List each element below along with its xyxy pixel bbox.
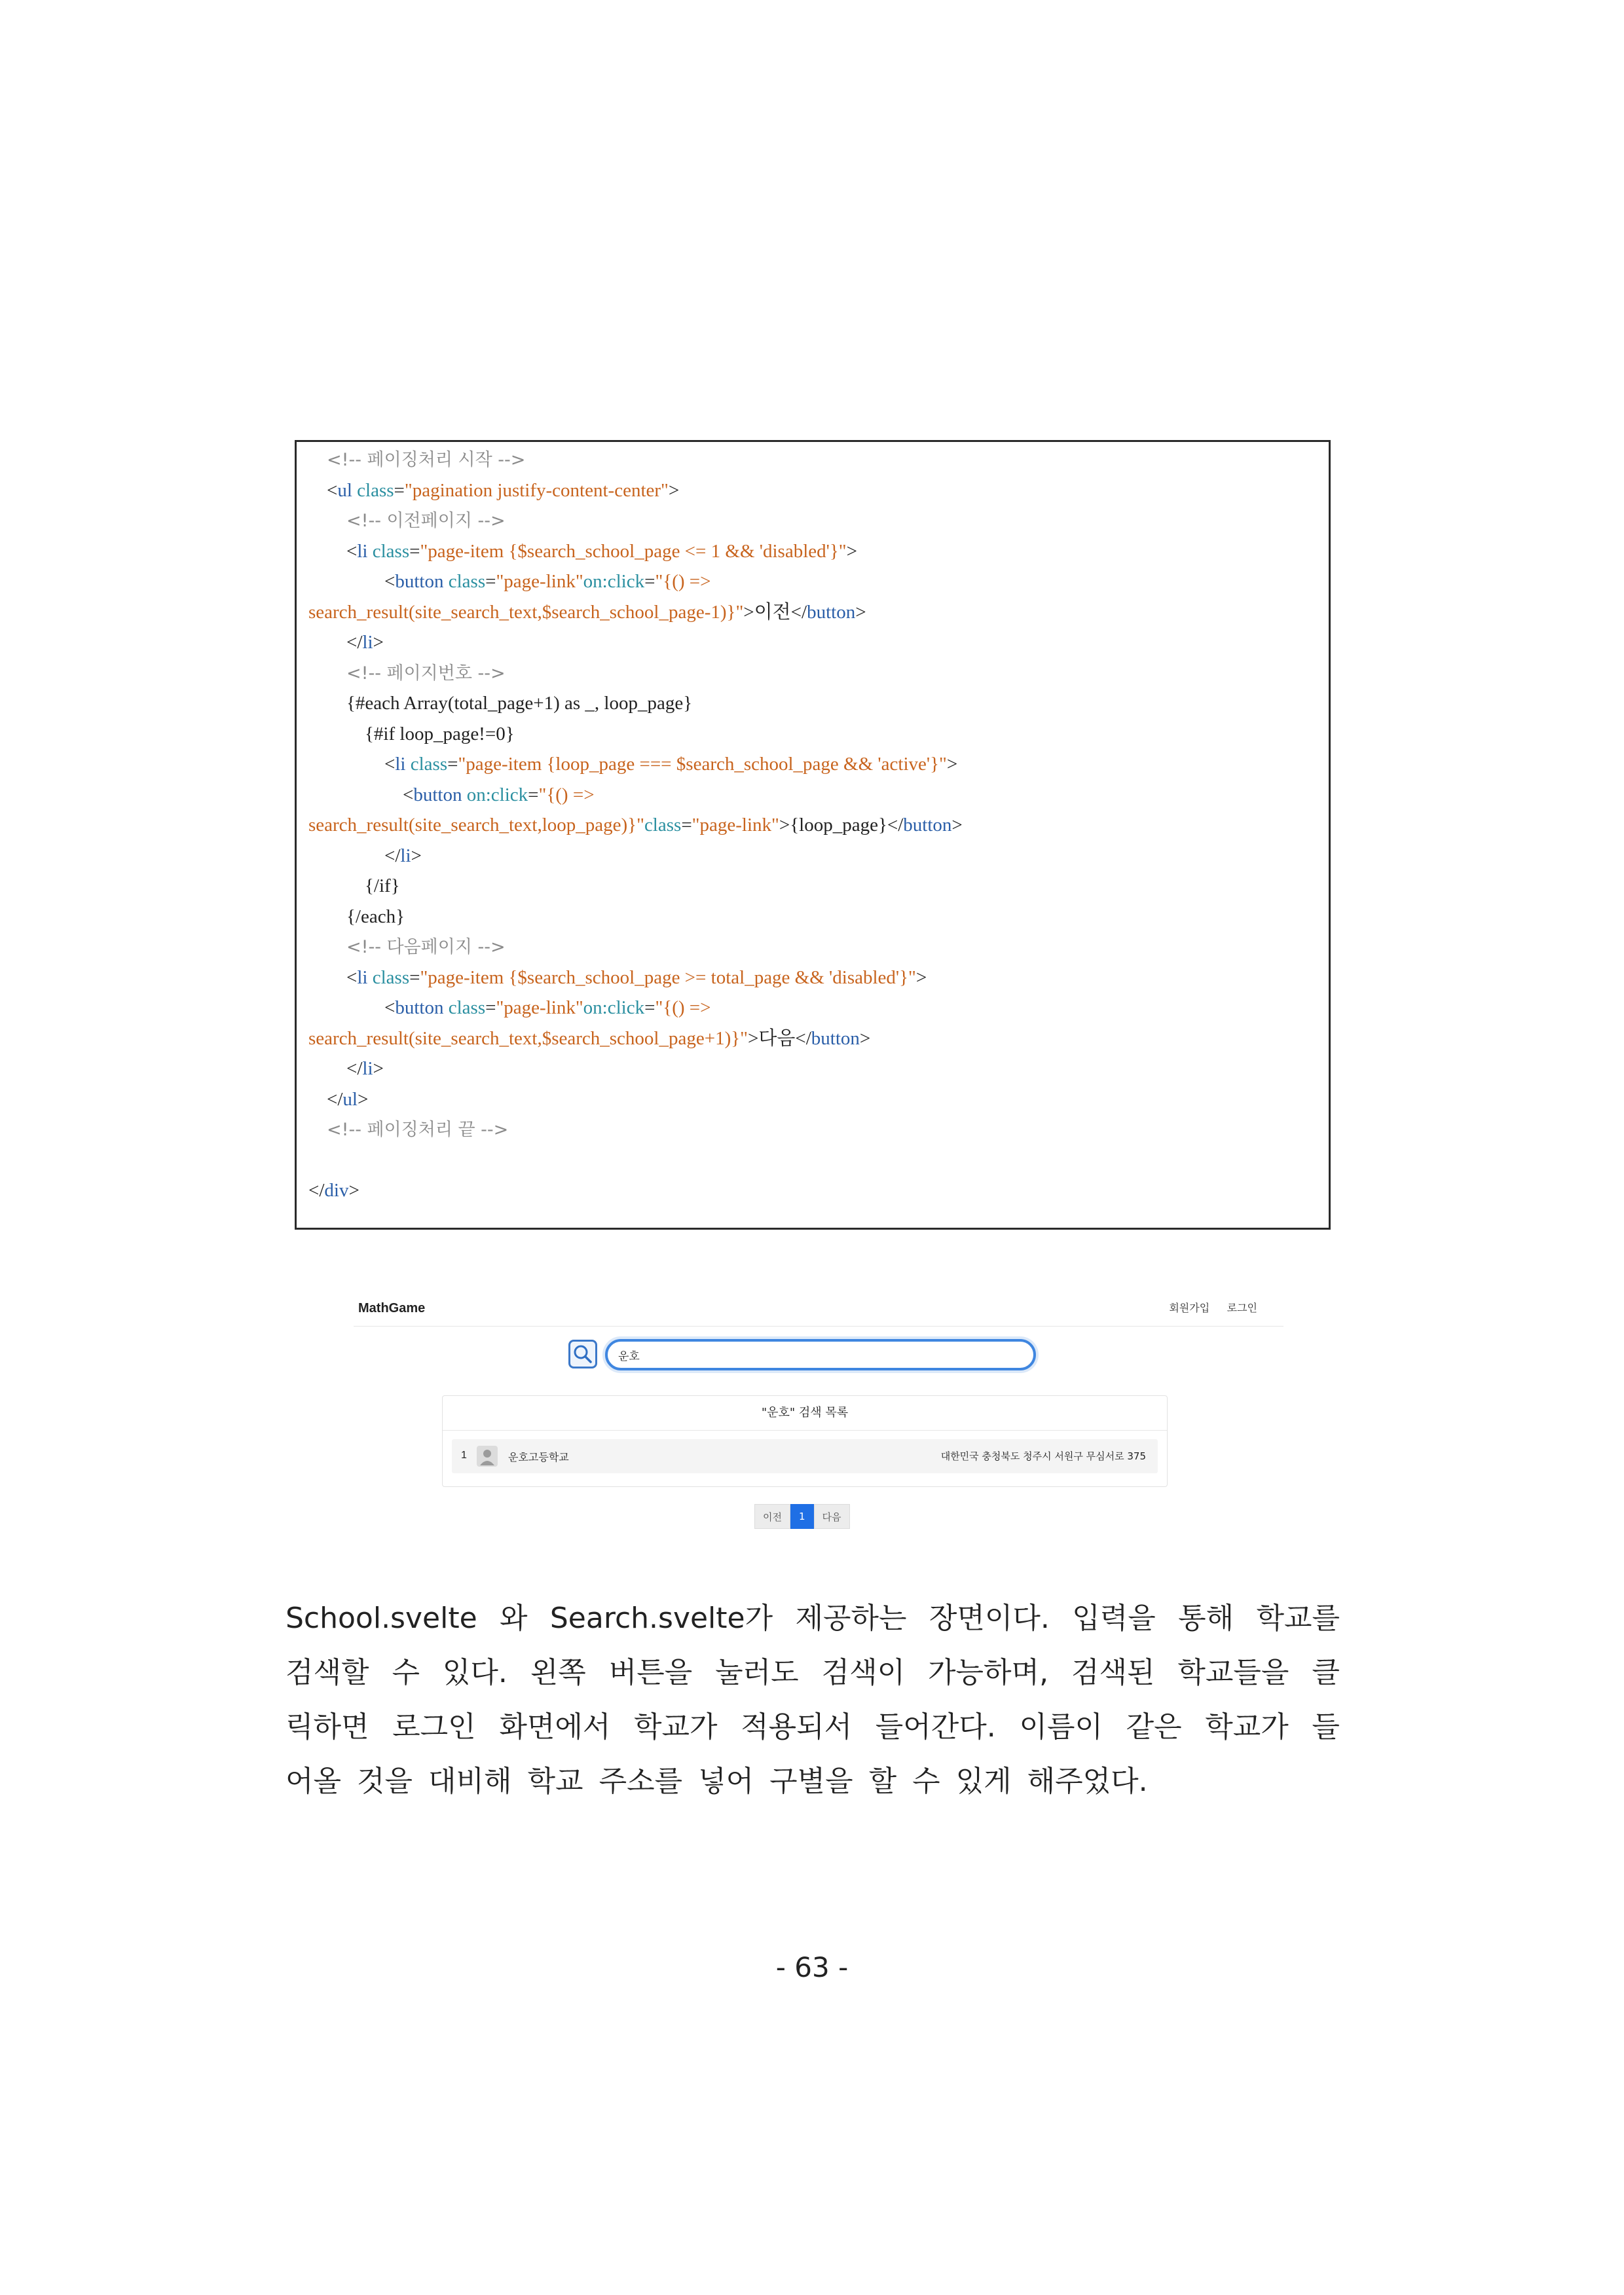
page-1-button[interactable]: 1 xyxy=(790,1504,814,1529)
nav-links xyxy=(1154,1300,1257,1315)
app-screenshot xyxy=(341,1280,1283,1535)
code-line: search_result(site_search_text,$search_school_page-1)}">이전</button> xyxy=(308,601,866,623)
paragraph-line: 어올 것을 대비해 학교 주소를 넣어 구별을 할 수 있게 해주었다. xyxy=(286,1765,1148,1798)
code-line: </li> xyxy=(346,632,384,653)
nav-divider xyxy=(354,1326,1283,1327)
paragraph-line: 검색할 수 있다. 왼쪽 버튼을 눌러도 검색이 가능하며, 검색된 학교들을 클 xyxy=(286,1656,1340,1689)
search-input[interactable] xyxy=(605,1339,1036,1370)
next-page-button[interactable]: 다음 xyxy=(814,1504,850,1529)
paragraph-line: 릭하면 로그인 화면에서 학교가 적용되서 들어간다. 이름이 같은 학교가 들 xyxy=(286,1710,1340,1744)
code-line: <button on:click="{() => xyxy=(403,784,595,805)
result-title: "운호" 검색 목록 xyxy=(443,1396,1167,1431)
code-line: <ul class="pagination justify-content-center"> xyxy=(327,479,680,501)
result-row[interactable] xyxy=(452,1439,1158,1473)
result-panel xyxy=(442,1395,1168,1487)
code-line: <!-- 페이지번호 --> xyxy=(346,663,506,684)
code-line: search_result(site_search_text,loop_page)}"class="page-link">{loop_page}</button> xyxy=(308,815,963,835)
signup-link[interactable]: 회원가입 xyxy=(1169,1303,1210,1314)
paragraph-line: School.svelte 와 Search.svelte가 제공하는 장면이다. 입력을 통해 학교를 xyxy=(286,1602,1340,1635)
code-line: {/each} xyxy=(346,906,405,927)
code-line: <button class="page-link"on:click="{() => xyxy=(384,571,711,592)
code-line: <li class="page-item {$search_school_page >= total_page && 'disabled'}"> xyxy=(346,966,927,988)
code-line: {#each Array(total_page+1) as _, loop_page} xyxy=(346,693,693,714)
result-number: 1 xyxy=(461,1450,467,1461)
school-name: 운호고등학교 xyxy=(508,1451,569,1463)
brand-logo[interactable]: MathGame xyxy=(358,1301,426,1315)
body-paragraph xyxy=(286,1591,1340,1808)
code-line: <button class="page-link"on:click="{() => xyxy=(384,997,711,1018)
code-line: </ul> xyxy=(327,1088,369,1110)
code-line: <!-- 페이징처리 끝 --> xyxy=(327,1120,509,1140)
login-link[interactable]: 로그인 xyxy=(1227,1303,1257,1314)
code-line: </li> xyxy=(346,1058,384,1079)
code-line: <!-- 페이징처리 시작 --> xyxy=(327,450,526,470)
code-line: <!-- 다음페이지 --> xyxy=(346,937,506,957)
pagination xyxy=(754,1504,850,1529)
school-address: 대한민국 충청북도 청주시 서원구 무심서로 375 xyxy=(940,1450,1146,1462)
code-line: <!-- 이전페이지 --> xyxy=(346,511,506,531)
school-avatar-icon xyxy=(477,1446,498,1467)
code-line: search_result(site_search_text,$search_school_page+1)}">다음</button> xyxy=(308,1027,871,1049)
code-line: {/if} xyxy=(365,875,400,896)
code-line: </li> xyxy=(384,845,422,866)
code-line: </div> xyxy=(308,1180,360,1201)
page-number: - 63 - xyxy=(775,1951,849,1983)
code-line: <li class="page-item {loop_page === $search_school_page && 'active'}"> xyxy=(384,754,958,775)
code-line: {#if loop_page!=0} xyxy=(365,723,515,744)
code-line: <li class="page-item {$search_school_page <= 1 && 'disabled'}"> xyxy=(346,540,857,562)
search-button[interactable] xyxy=(568,1340,597,1368)
code-block xyxy=(295,440,1331,1230)
prev-page-button[interactable]: 이전 xyxy=(754,1504,790,1529)
search-icon xyxy=(570,1342,595,1367)
